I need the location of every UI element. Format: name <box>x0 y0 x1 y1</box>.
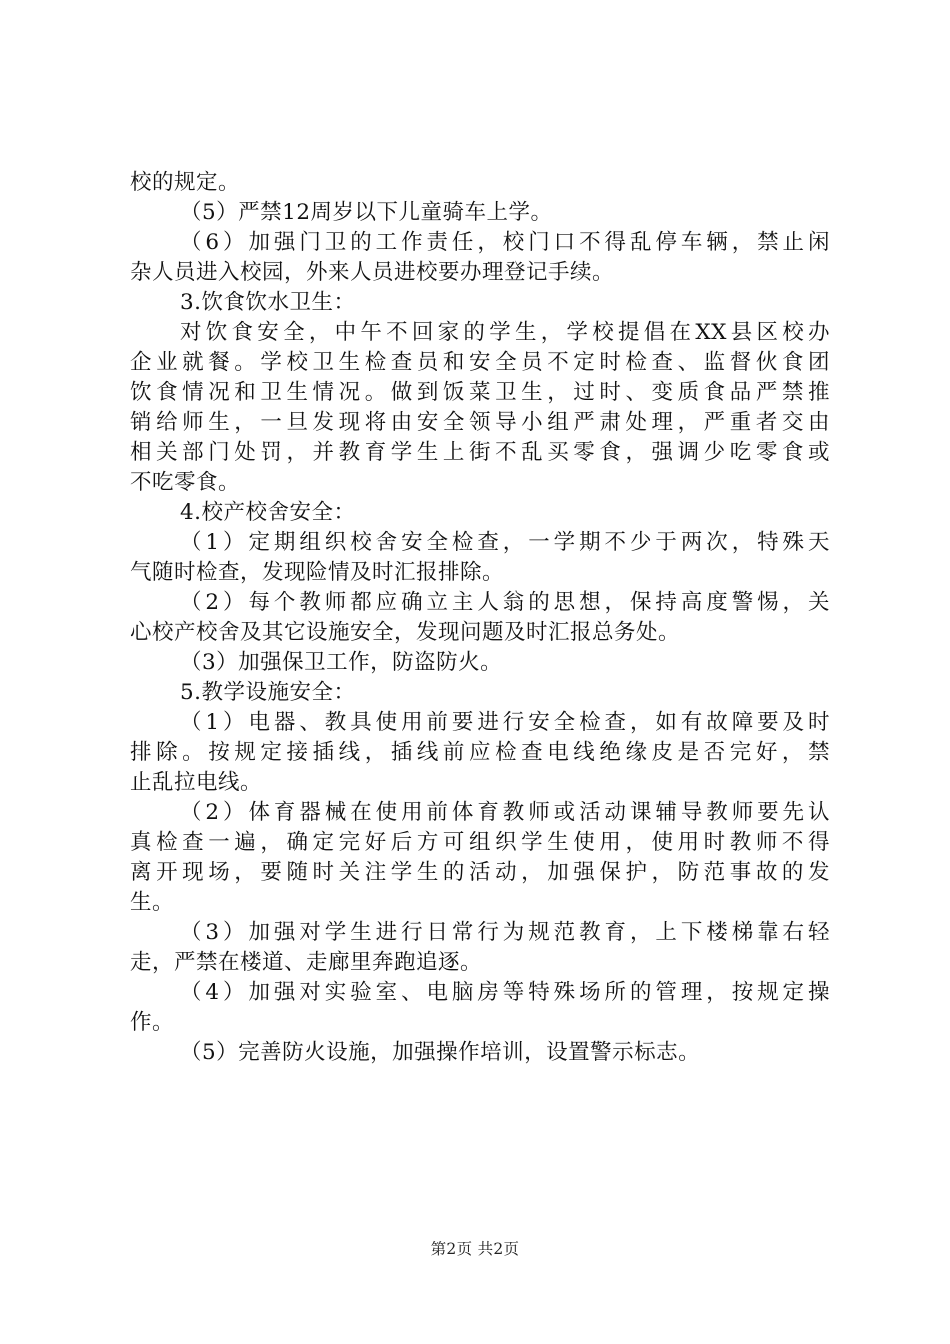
text-line: （4）加强对实验室、电脑房等特殊场所的管理，按规定操 <box>180 980 830 1005</box>
text-line: 5.教学设施安全： <box>180 680 356 705</box>
text-line: 离开现场，要随时关注学生的活动，加强保护，防范事故的发 <box>130 860 830 885</box>
text-line: 饮食情况和卫生情况。做到饭菜卫生，过时、变质食品严禁推 <box>130 380 830 405</box>
text-line: 排除。按规定接插线，插线前应检查电线绝缘皮是否完好，禁 <box>130 740 830 765</box>
text-line: 不吃零食。 <box>130 470 241 495</box>
text-line: （5）严禁12周岁以下儿童骑车上学。 <box>180 200 553 225</box>
text-line: 杂人员进入校园，外来人员进校要办理登记手续。 <box>130 260 615 285</box>
text-line: 销给师生，一旦发现将由安全领导小组严肃处理，严重者交由 <box>130 410 830 435</box>
text-line: 真检查一遍，确定完好后方可组织学生使用，使用时教师不得 <box>130 830 830 855</box>
document-body <box>130 168 830 1068</box>
text-line: 对饮食安全，中午不回家的学生，学校提倡在XX县区校办 <box>180 320 830 345</box>
text-line: 作。 <box>130 1010 175 1035</box>
text-line: （2）每个教师都应确立主人翁的思想，保持高度警惕，关 <box>180 590 830 615</box>
text-line: 心校产校舍及其它设施安全，发现问题及时汇报总务处。 <box>130 620 681 645</box>
text-line: （3）加强对学生进行日常行为规范教育，上下楼梯靠右轻 <box>180 920 830 945</box>
text-line: （5）完善防火设施，加强操作培训，设置警示标志。 <box>180 1040 701 1065</box>
text-line: （1）定期组织校舍安全检查，一学期不少于两次，特殊天 <box>180 530 830 555</box>
text-line: 相关部门处罚，并教育学生上街不乱买零食，强调少吃零食或 <box>130 440 830 465</box>
text-line: （1）电器、教具使用前要进行安全检查，如有故障要及时 <box>180 710 830 735</box>
text-line: 止乱拉电线。 <box>130 770 263 795</box>
text-line: 校的规定。 <box>130 170 241 195</box>
text-line: 生。 <box>130 890 175 915</box>
page-footer: 第2页 共2页 <box>430 1240 520 1258</box>
text-line: 4.校产校舍安全： <box>180 500 356 525</box>
text-line: 气随时检查，发现险情及时汇报排除。 <box>130 560 505 585</box>
text-line: 3.饮食饮水卫生： <box>180 290 356 315</box>
text-line: （2）体育器械在使用前体育教师或活动课辅导教师要先认 <box>180 800 830 825</box>
text-line: 走，严禁在楼道、走廊里奔跑追逐。 <box>130 950 483 975</box>
text-line: 企业就餐。学校卫生检查员和安全员不定时检查、监督伙食团 <box>130 350 830 375</box>
text-line: （6）加强门卫的工作责任，校门口不得乱停车辆，禁止闲 <box>180 230 830 255</box>
text-line: （3）加强保卫工作，防盗防火。 <box>180 650 503 675</box>
